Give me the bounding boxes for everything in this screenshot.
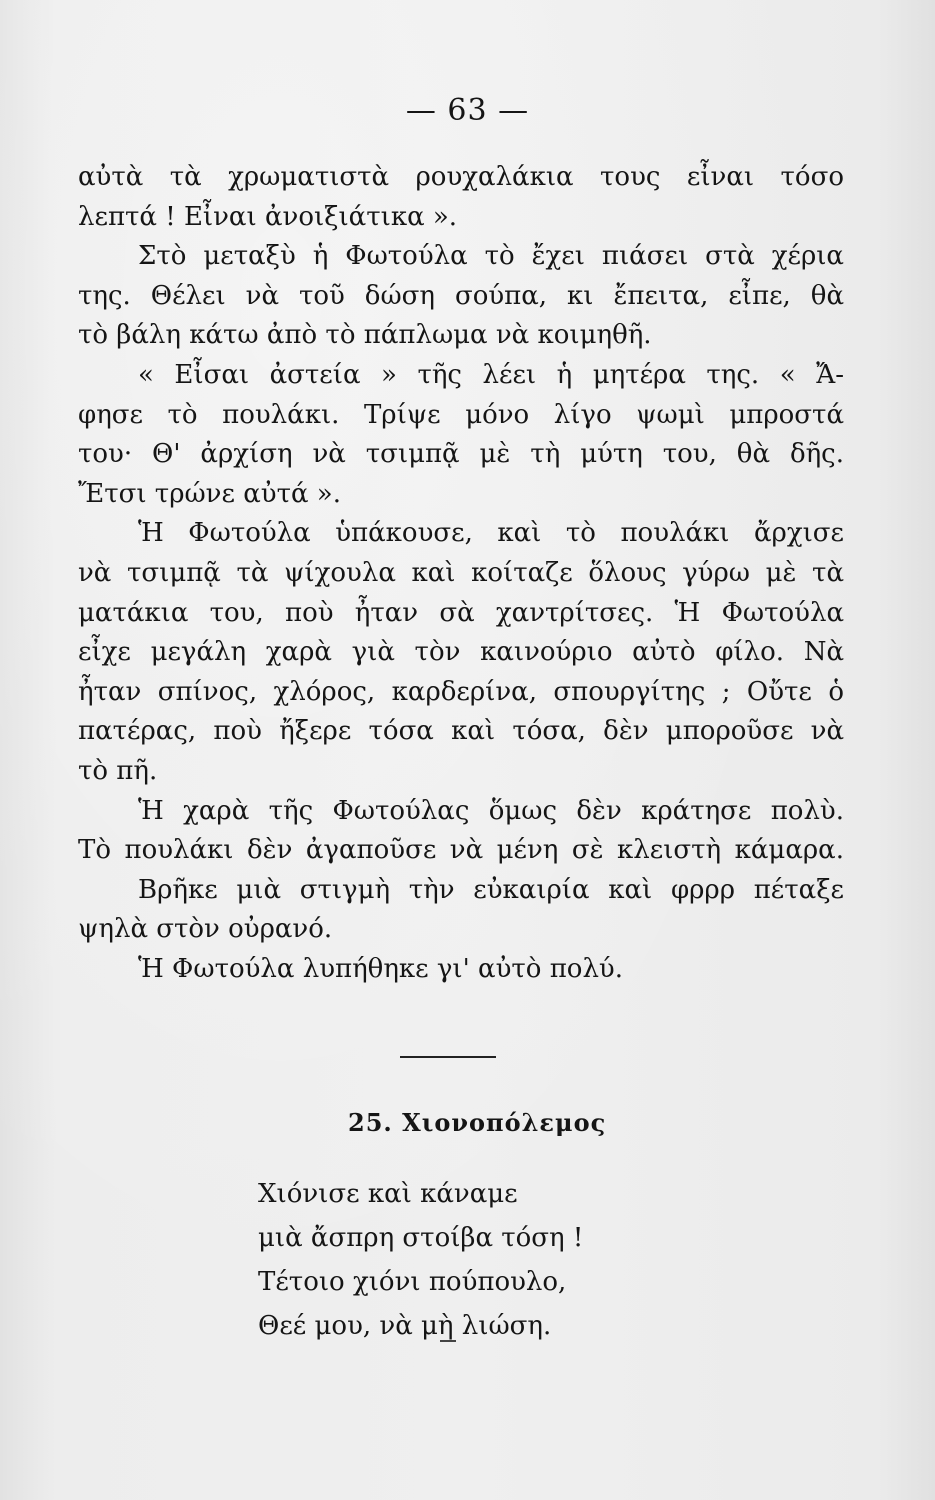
text-line: Στὸ μεταξὺ ἡ Φωτούλα τὸ ἔχει πιάσει στὰ χέρια	[138, 241, 844, 272]
text-line: Ἡ Φωτούλα λυπήθηκε γι' αὐτὸ πολύ.	[138, 953, 623, 984]
story-text	[78, 158, 844, 989]
text-line: τὸ βάλη κάτω ἀπὸ τὸ πάπλωμα νὰ κοιμηθῆ.	[78, 320, 652, 351]
poem-line: Τέτοιο χιόνι πούπουλο,	[258, 1267, 567, 1297]
page-number: — 63 —	[405, 93, 530, 128]
text-line: Τὸ πουλάκι δὲν ἀγαποῦσε νὰ μένη σὲ κλειστὴ κάμαρα.	[78, 835, 844, 866]
text-line: ψηλὰ στὸν οὐρανό.	[78, 914, 333, 945]
poem-line: μιὰ ἄσπρη στοίβα τόση !	[258, 1223, 584, 1253]
text-line: αὐτὰ τὰ χρωματιστὰ ρουχαλάκια τους εἶναι τόσο	[78, 162, 844, 192]
text-line: ματάκια του, ποὺ ἦταν σὰ χαντρίτσες. Ἡ Φωτούλα	[78, 597, 844, 628]
text-line: νὰ τσιμπᾷ τὰ ψίχουλα καὶ κοίταζε ὅλους γύρω μὲ τὰ	[78, 557, 844, 588]
text-line: Βρῆκε μιὰ στιγμὴ τὴν εὐκαιρία καὶ φρρρ πέταξε	[138, 874, 844, 905]
text-line: εἶχε μεγάλη χαρὰ γιὰ τὸν καινούριο αὐτὸ φίλο. Νὰ	[78, 637, 844, 668]
poem-line: Θεέ μου, νὰ μὴ λιώση.	[258, 1311, 552, 1341]
text-line: λεπτά ! Εἶναι ἀνοιξιάτικα ».	[78, 201, 458, 232]
text-line: πατέρας, ποὺ ἤξερε τόσα καὶ τόσα, δὲν μποροῦσε νὰ	[78, 716, 844, 747]
text-line: της. Θέλει νὰ τοῦ δώση σούπα, κι ἔπειτα, εἶπε, θὰ	[78, 280, 844, 311]
section-divider	[400, 1056, 496, 1058]
text-line: Ἡ Φωτούλα ὑπάκουσε, καὶ τὸ πουλάκι ἄρχισε	[138, 518, 844, 549]
text-line: φησε τὸ πουλάκι. Τρίψε μόνο λίγο ψωμὶ μπροστά	[78, 399, 844, 430]
text-line: Ἔτσι τρώνε αὐτά ».	[78, 478, 341, 509]
end-mark	[440, 1340, 456, 1342]
text-line: του· Θ' ἀρχίση νὰ τσιμπᾷ μὲ τὴ μύτη του, θὰ δῆς.	[78, 439, 844, 470]
text-line: « Εἶσαι ἀστεία » τῆς λέει ἡ μητέρα της. « Ἄ-	[138, 359, 844, 390]
text-line: ἦταν σπίνος, χλόρος, καρδερίνα, σπουργίτης ; Οὔτε ὁ	[78, 676, 844, 707]
poem-line: Χιόνισε καὶ κάναμε	[258, 1179, 518, 1209]
text-line: τὸ πῆ.	[78, 755, 158, 786]
text-line: Ἡ χαρὰ τῆς Φωτούλας ὅμως δὲν κράτησε πολὺ.	[138, 795, 844, 826]
poem	[258, 1172, 583, 1348]
section-heading: 25. Χιονοπόλεμος	[348, 1108, 607, 1137]
